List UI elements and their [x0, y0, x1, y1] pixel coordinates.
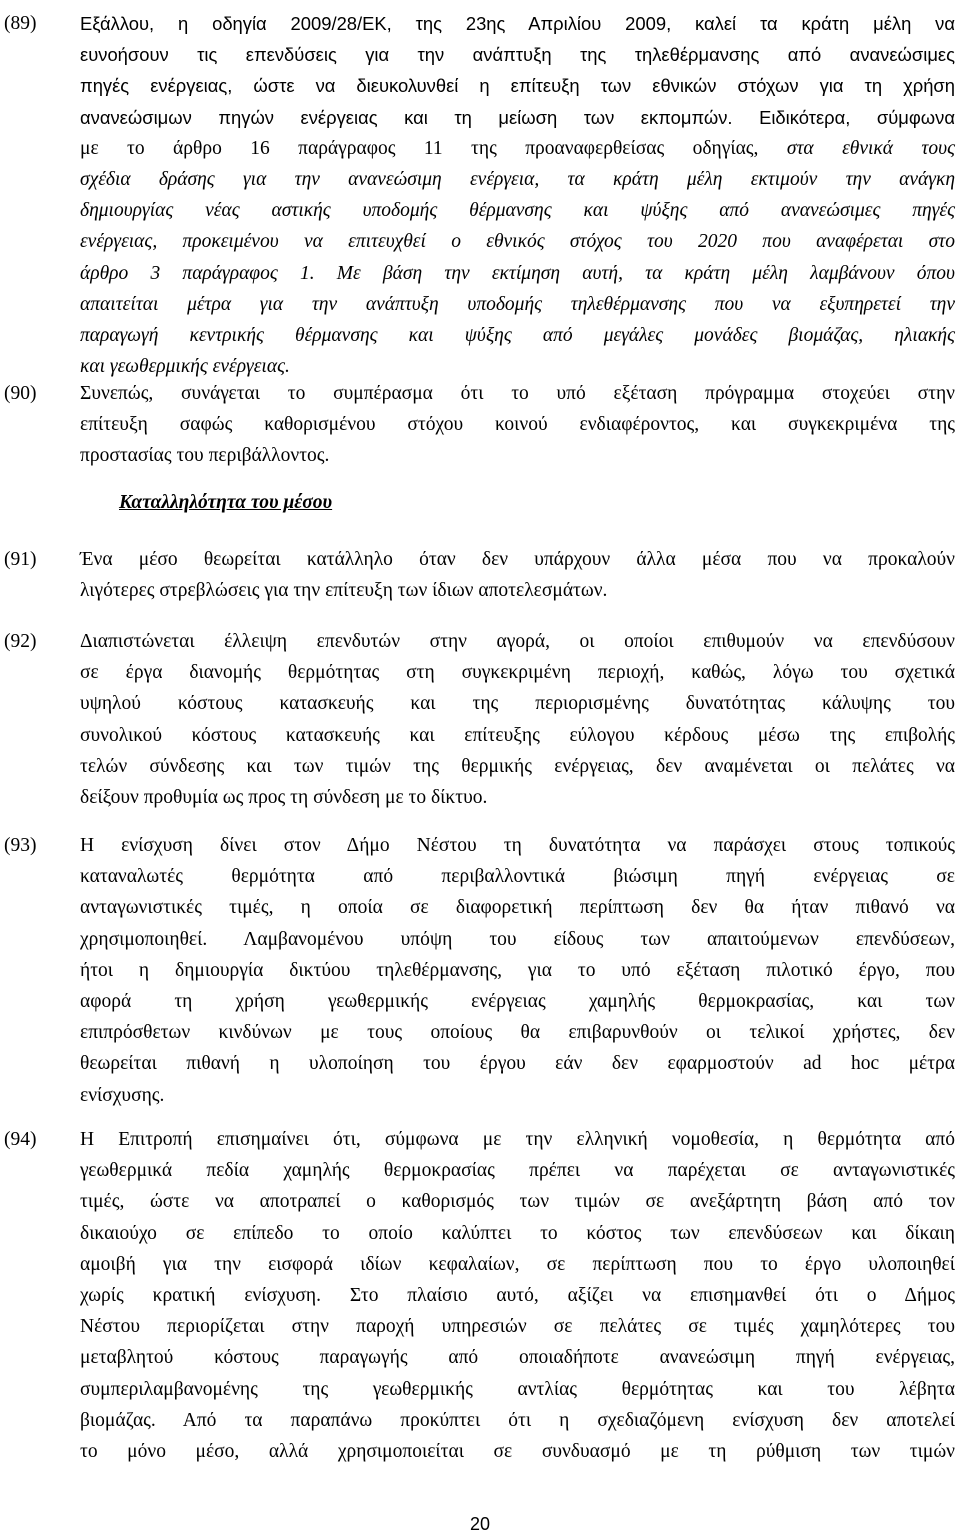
text-line: επιπρόσθετων κινδύνων με τους οποίους θα επιβαρυνθούν οι τελικοί χρήστες, δεν [80, 1022, 955, 1044]
text-line: ευνοήσουν τις επενδύσεις για την ανάπτυξη της τηλεθέρμανσης από ανανεώσιμες [80, 44, 955, 66]
quoted-italic-text: άρθρο 3 παράγραφος 1. Με βάση την εκτίμηση αυτή, τα κράτη μέλη λαμβάνουν όπου [80, 262, 955, 284]
text-line: το μόνο μέσο, αλλά χρησιμοποιείται σε συνδυασμό με τη ρύθμιση των τιμών [80, 1440, 955, 1462]
text-line: μεταβλητού κόστους παραγωγής από οποιαδήποτε ανανεώσιμη πηγή ενέργειας, [80, 1347, 955, 1369]
paragraph-body [80, 830, 955, 1111]
paragraph-body [80, 626, 955, 813]
text-line: θεωρείται πιθανή η υλοποίηση του έργου εάν δεν εφαρμοστούν ad hoc μέτρα [80, 1053, 955, 1075]
text-line: δείξουν προθυμία ως προς τη σύνδεση με το δίκτυο. [80, 786, 488, 808]
paragraph-number: (94) [4, 1129, 37, 1150]
text-line [80, 258, 955, 289]
text-line: Συνεπώς, συνάγεται το συμπέρασμα ότι το υπό εξέταση πρόγραμμα στοχεύει στην [80, 383, 955, 404]
section-heading: Καταλληλότητα του μέσου [119, 492, 333, 513]
paragraph-number: (91) [4, 549, 37, 570]
paragraph-number: (93) [4, 835, 37, 856]
text-line: συμπεριλαμβανομένης της γεωθερμικής αντλίας θερμότητας και του λέβητα [80, 1378, 955, 1400]
text-line: Διαπιστώνεται έλλειψη επενδυτών στην αγορά, οι οποίοι επιθυμούν να επενδύσουν [80, 631, 955, 652]
paragraph-body [80, 8, 955, 133]
text-line: υψηλού κόστους κατασκευής και της περιορισμένης δυνατότητας κάλυψης του [80, 693, 955, 715]
text-line: Ένα μέσο θεωρείται κατάλληλο όταν δεν υπάρχουν άλλα μέσα που να προκαλούν [80, 549, 955, 570]
text-segment: με το άρθρο 16 παράγραφος 11 της προαναφερθείσας οδηγίας, [80, 137, 787, 159]
text-line: Εξάλλου, η οδηγία 2009/28/ΕΚ, της 23ης Απριλίου 2009, καλεί τα κράτη μέλη να [80, 13, 955, 34]
text-line: επίτευξη σαφώς καθορισμένου στόχου κοινού ενδιαφέροντος, και συγκεκριμένα της [80, 414, 955, 436]
text-line: πηγές ενέργειας, ώστε να διευκολυνθεί η επίτευξη των εθνικών στόχων για τη χρήση [80, 75, 955, 97]
text-line: ανταγωνιστικές τιμές, η οποία σε διαφορετική περίπτωση δεν θα ήταν πιθανό να [80, 897, 955, 919]
text-line: τελών σύνδεσης και των τιμών της θερμικής ενέργειας, δεν αναμένεται οι πελάτες να [80, 755, 955, 777]
text-line: Η Επιτροπή επισημαίνει ότι, σύμφωνα με την ελληνική νομοθεσία, η θερμότητα από [80, 1129, 955, 1150]
paragraph-number: (89) [4, 13, 37, 34]
text-line: Νέστου περιορίζεται στην παροχή υπηρεσιών σε πελάτες σε τιμές χαμηλότερες του [80, 1316, 955, 1338]
text-line: συνολικού κόστους κατασκευής και επίτευξης εύλογου κέρδους μέσω της επιβολής [80, 724, 955, 746]
paragraph-body [80, 133, 955, 383]
quoted-italic-text: στα εθνικά τους [786, 137, 956, 159]
quoted-italic-text: και γεωθερμικής ενέργειας. [80, 356, 290, 378]
text-line: σε έργα διανομής θερμότητας στη συγκεκριμένη περιοχή, καθώς, λόγω του σχετικά [80, 662, 955, 684]
text-line [80, 195, 955, 226]
paragraph-number: (90) [4, 383, 37, 404]
text-line [80, 320, 955, 351]
text-line: χρησιμοποιηθεί. Λαμβανομένου υπόψη του είδους των απαιτούμενων επενδύσεων, [80, 928, 955, 950]
quoted-italic-text: δημιουργίας νέας αστικής υποδομής θέρμανσης και ψύξης από ανανεώσιμες πηγές [80, 200, 955, 222]
text-line: γεωθερμικά πεδία χαμηλής θερμοκρασίας πρέπει να παρέχεται σε ανταγωνιστικές [80, 1160, 955, 1182]
text-line [80, 226, 955, 257]
paragraph-body [80, 378, 955, 472]
text-line: λιγότερες στρεβλώσεις για την επίτευξη των ίδιων αποτελεσμάτων. [80, 580, 608, 602]
text-line: βιομάζας. Από τα παραπάνω προκύπτει ότι η σχεδιαζόμενη ενίσχυση δεν αποτελεί [80, 1409, 955, 1431]
quoted-italic-text: απαιτείται μέτρα για την ανάπτυξη υποδομής τηλεθέρμανσης που να εξυπηρετεί την [80, 293, 955, 315]
paragraph-body [80, 544, 955, 606]
text-line [80, 164, 955, 195]
text-line: προστασίας του περιβάλλοντος. [80, 445, 330, 467]
text-line: ήτοι η δημιουργία δικτύου τηλεθέρμανσης, για το υπό εξέταση πιλοτικό έργο, που [80, 959, 955, 981]
text-line [80, 289, 955, 320]
text-line: ενίσχυσης. [80, 1084, 165, 1106]
page-number: 20 [469, 1514, 491, 1534]
text-line [80, 133, 955, 164]
text-line: καταναλωτές θερμότητα από περιβαλλοντικά βιώσιμη πηγή ενέργειας σε [80, 866, 955, 888]
quoted-italic-text: ενέργειας, προκειμένου να επιτευχθεί ο εθνικός στόχος του 2020 που αναφέρεται στο [80, 231, 955, 253]
text-line: αφορά τη χρήση γεωθερμικής ενέργειας χαμηλής θερμοκρασίας, και των [80, 990, 955, 1012]
quoted-italic-text: παραγωγή κεντρικής θέρμανσης και ψύξης από μεγάλες μονάδες βιομάζας, ηλιακής [80, 324, 955, 346]
text-line: τιμές, ώστε να αποτραπεί ο καθορισμός των τιμών σε ανεξάρτητη βάση από τον [80, 1191, 955, 1213]
text-line: Η ενίσχυση δίνει στον Δήμο Νέστου τη δυνατότητα να παράσχει στους τοπικούς [80, 835, 955, 856]
text-line: ανανεώσιμων πηγών ενέργειας και τη μείωση των εκπομπών. Ειδικότερα, σύμφωνα [80, 106, 955, 128]
text-line: χωρίς κρατική ενίσχυση. Στο πλαίσιο αυτό, αξίζει να επισημανθεί ότι ο Δήμος [80, 1284, 955, 1306]
paragraph-number: (92) [4, 631, 37, 652]
quoted-italic-text: σχέδια δράσης για την ανανεώσιμη ενέργεια, τα κράτη μέλη εκτιμούν την ανάγκη [80, 168, 955, 190]
text-line: δικαιούχο σε επίπεδο το οποίο καλύπτει το κόστος των επενδύσεων και δίκαιη [80, 1222, 955, 1244]
text-line: αμοιβή για την εισφορά ιδίων κεφαλαίων, σε περίπτωση που το έργο υλοποιηθεί [80, 1253, 955, 1275]
paragraph-body [80, 1124, 955, 1467]
